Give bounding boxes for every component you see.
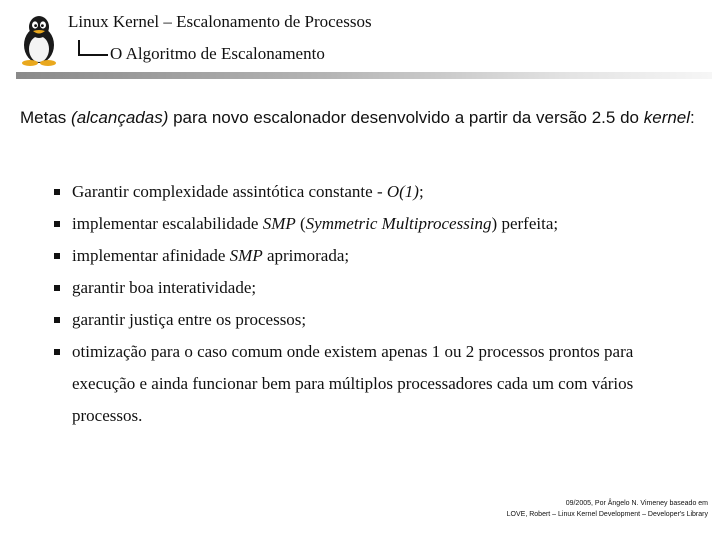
bullet-text: otimização para o caso comum onde existem apenas 1 ou 2 processos prontos para execução e ainda funcionar bem para múltiplos processadores cada um com vários processos. [72,342,634,425]
bullet-text: aprimorada; [262,246,350,265]
bullet-square-icon [54,349,60,355]
intro-text-2: para novo escalonador desenvolvido a partir da versão 2.5 do [168,108,644,127]
list-item [52,176,692,208]
footer-line-1: 09/2005, Por Ângelo N. Vimeney baseado em [565,500,708,507]
slide-subtitle: O Algoritmo de Escalonamento [110,44,325,63]
tux-penguin-icon [18,14,60,66]
bullet-text: ) perfeita; [491,214,559,233]
bullet-square-icon [54,189,60,195]
header-divider [16,72,712,79]
list-item [52,336,692,432]
footer-credit [507,498,708,520]
list-item [52,272,692,304]
tree-connector [78,40,108,56]
bullet-italic: SMP [262,214,296,233]
bullet-text: Garantir complexidade assintótica constante - [72,182,387,201]
bullet-text: implementar escalabilidade [72,214,263,233]
bullet-italic: O(1) [386,182,419,201]
bullet-text: garantir justiça entre os processos; [72,310,307,329]
intro-italic-2: kernel [643,108,691,127]
bullet-italic: SMP [229,246,263,265]
slide-title: Linux Kernel – Escalonamento de Processos [68,12,372,31]
bullet-italic: Symmetric Multiprocessing [305,214,492,233]
intro-text-3: : [690,108,695,127]
intro-text-1: Metas [20,108,72,127]
bullet-square-icon [54,285,60,291]
bullet-square-icon [54,253,60,259]
intro-paragraph [20,103,700,133]
bullet-text: garantir boa interatividade; [72,278,257,297]
intro-italic-1: (alcançadas) [71,108,169,127]
bullet-text: implementar afinidade [72,246,230,265]
bullet-square-icon [54,317,60,323]
bullet-text: ; [418,182,424,201]
list-item [52,208,692,240]
bullet-text: ( [295,214,306,233]
list-item [52,304,692,336]
list-item [52,240,692,272]
footer-line-2: LOVE, Robert – Linux Kernel Development – Developer's Library [506,511,708,518]
goals-list [52,176,692,432]
bullet-square-icon [54,221,60,227]
